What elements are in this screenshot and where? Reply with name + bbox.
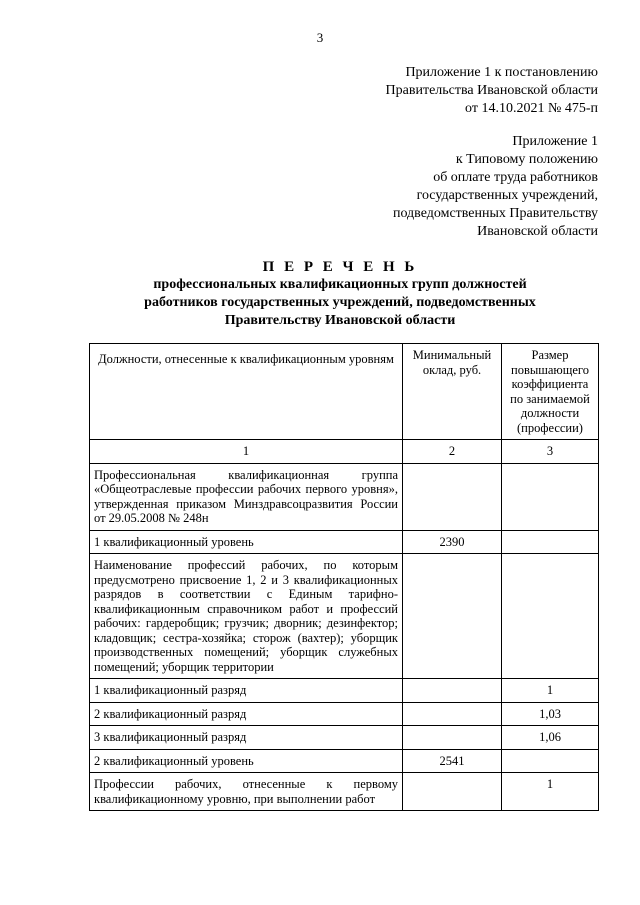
sub-appendix-line: к Типовому положению xyxy=(455,152,598,167)
sub-appendix-line: об оплате труда работников xyxy=(433,170,598,185)
document-heading xyxy=(60,258,620,330)
document-subtitle-line: профессиональных квалификационных групп должностей xyxy=(153,277,527,292)
table-row xyxy=(90,749,599,773)
sub-appendix-line: Приложение 1 xyxy=(512,134,598,149)
coefficient-cell xyxy=(502,463,599,530)
position-cell: Наименование профессий рабочих, по которым предусмотрено присвоение 1, 2 и 3 квалификационных разрядов в соответствии с Единым тарифно-квалификационным справочником работ и профессий рабочих: гардеробщик; грузчик; дворник; дезинфектор; кладовщик; сестра-хозяйка; сторож (вахтер); уборщик производственных помещений; уборщик служебных помещений; уборщик территории xyxy=(90,554,403,679)
salary-cell: 2541 xyxy=(403,749,502,773)
coefficient-cell: 1,03 xyxy=(502,702,599,726)
column-number: 3 xyxy=(502,440,599,464)
document-subtitle-line: Правительству Ивановской области xyxy=(224,313,456,328)
table-row xyxy=(90,554,599,679)
position-cell: 2 квалификационный разряд xyxy=(90,702,403,726)
header-min-salary: Минимальный оклад, руб. xyxy=(403,344,502,440)
sub-appendix-line: государственных учреждений, xyxy=(416,188,598,203)
header-coefficient: Размер повышающего коэффициента по занимаемой должности (профессии) xyxy=(502,344,599,440)
column-number-row xyxy=(90,440,599,464)
salary-cell xyxy=(403,679,502,703)
page-number: 3 xyxy=(316,30,324,45)
table-row xyxy=(90,773,599,811)
position-cell: Профессиональная квалификационная группа «Общеотраслевые профессии рабочих первого уровня», утвержденная приказом Минздравсоцразвития России от 29.05.2008 № 248н xyxy=(90,463,403,530)
coefficient-cell xyxy=(502,554,599,679)
position-cell: 2 квалификационный уровень xyxy=(90,749,403,773)
position-cell: Профессии рабочих, отнесенные к первому квалификационному уровню, при выполнении работ xyxy=(90,773,403,811)
salary-cell xyxy=(403,463,502,530)
column-number: 2 xyxy=(403,440,502,464)
column-number: 1 xyxy=(90,440,403,464)
appendix-line: от 14.10.2021 № 475-п xyxy=(465,101,598,116)
appendix-line: Приложение 1 к постановлению xyxy=(405,65,598,80)
position-cell: 1 квалификационный разряд xyxy=(90,679,403,703)
salary-cell xyxy=(403,702,502,726)
table-row xyxy=(90,702,599,726)
header-positions: Должности, отнесенные к квалификационным уровням xyxy=(90,344,403,440)
coefficient-cell xyxy=(502,749,599,773)
table-row xyxy=(90,679,599,703)
salary-cell: 2390 xyxy=(403,530,502,554)
position-cell: 3 квалификационный разряд xyxy=(90,726,403,750)
sub-appendix-line: Ивановской области xyxy=(477,224,598,239)
coefficient-cell xyxy=(502,530,599,554)
sub-appendix-line: подведомственных Правительству xyxy=(392,206,598,221)
document-title: П Е Р Е Ч Е Н Ь xyxy=(262,259,418,275)
table-row xyxy=(90,726,599,750)
qualification-table xyxy=(89,343,599,811)
salary-cell xyxy=(403,554,502,679)
salary-cell xyxy=(403,726,502,750)
appendix-reference xyxy=(386,64,598,118)
appendix-line: Правительства Ивановской области xyxy=(385,83,598,98)
position-cell: 1 квалификационный уровень xyxy=(90,530,403,554)
table-row xyxy=(90,530,599,554)
coefficient-cell: 1,06 xyxy=(502,726,599,750)
coefficient-cell: 1 xyxy=(502,679,599,703)
document-subtitle-line: работников государственных учреждений, подведомственных xyxy=(144,295,536,310)
salary-cell xyxy=(403,773,502,811)
coefficient-cell: 1 xyxy=(502,773,599,811)
table-row xyxy=(90,463,599,530)
table-header-row xyxy=(90,344,599,440)
sub-appendix-reference xyxy=(393,133,598,241)
